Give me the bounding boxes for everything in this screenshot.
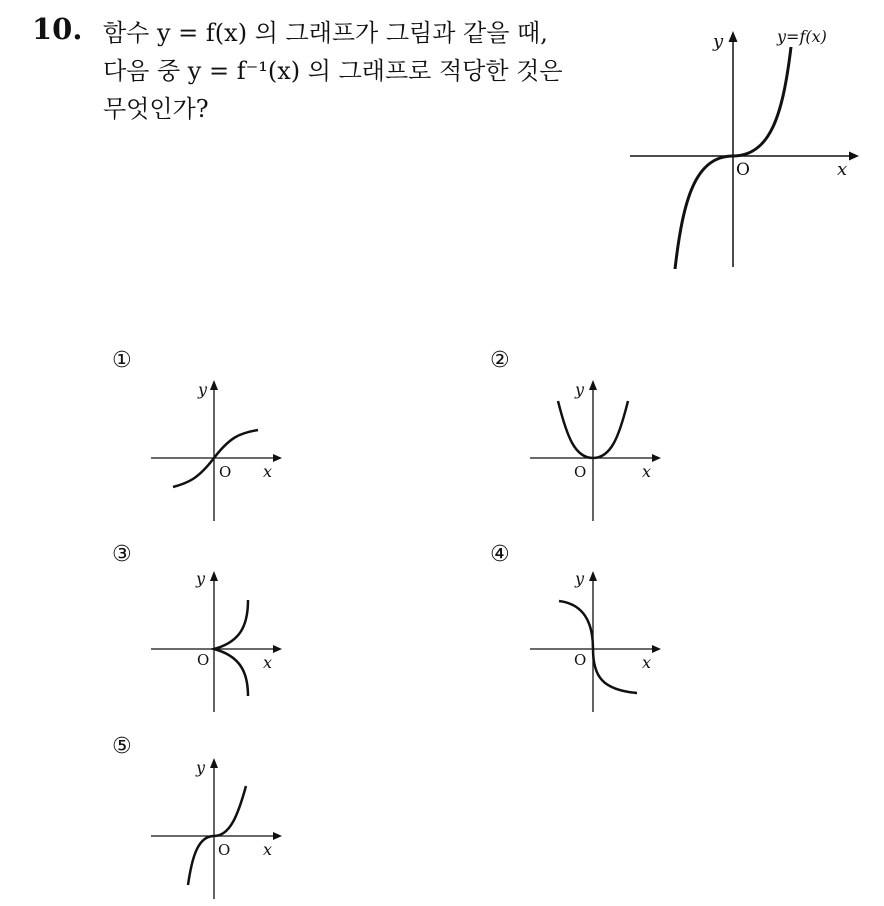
choice-4-origin-label: O (574, 651, 587, 669)
main-y-label: y (713, 31, 724, 52)
choice-1-graph[interactable] (148, 375, 288, 525)
choice-4-y-arrow (589, 571, 597, 581)
choice-3-origin-label: O (197, 651, 210, 669)
choice-4-x-arrow (652, 645, 661, 653)
choice-1-origin-label: O (219, 463, 232, 481)
choice-4-graph[interactable] (527, 566, 667, 716)
main-x-label: x (837, 159, 848, 180)
choice-2-y-label: y (575, 380, 585, 399)
choice-4-curve (559, 601, 637, 693)
choice-5-number[interactable]: ⑤ (112, 734, 132, 759)
choice-5-x-label: x (263, 840, 273, 859)
choice-3-x-label: x (263, 653, 273, 672)
choice-5-x-arrow (273, 832, 282, 840)
choice-2-x-label: x (642, 462, 652, 481)
choice-1-x-label: x (263, 462, 273, 481)
choice-1-y-label: y (198, 380, 208, 399)
choice-1-x-arrow (273, 454, 282, 462)
choice-3-graph[interactable] (148, 566, 288, 716)
question-number: 10. (32, 12, 83, 46)
choice-4-y-label: y (575, 569, 585, 588)
question-text (103, 14, 563, 128)
main-graph (625, 25, 865, 275)
choice-3-x-arrow (273, 645, 282, 653)
choice-3-number[interactable]: ③ (112, 542, 132, 567)
main-x-arrow (849, 152, 859, 161)
choice-2-origin-label: O (574, 463, 587, 481)
question-line-1: 함수 y = f(x) 의 그래프가 그림과 같을 때, (103, 19, 548, 47)
choice-5-y-arrow (210, 758, 218, 768)
choice-3-curve (214, 600, 248, 696)
choice-3-y-label: y (196, 569, 206, 588)
choice-4-x-label: x (642, 653, 652, 672)
main-origin-label: O (736, 160, 750, 180)
question-line-3: 무엇인가? (103, 95, 209, 123)
choice-2-number[interactable]: ② (490, 348, 510, 373)
choice-1-number[interactable]: ① (112, 348, 132, 373)
choice-4-number[interactable]: ④ (490, 542, 510, 567)
choice-1-y-arrow (210, 380, 218, 390)
main-curve-label: y=f(x) (777, 27, 827, 46)
choice-5-y-label: y (196, 758, 206, 777)
main-y-arrow (729, 31, 738, 42)
choice-3-y-arrow (210, 571, 218, 581)
choice-2-graph[interactable] (527, 375, 667, 525)
choice-2-x-arrow (652, 454, 661, 462)
choice-5-graph[interactable] (148, 753, 288, 903)
question-line-2: 다음 중 y = f⁻¹(x) 의 그래프로 적당한 것은 (103, 57, 563, 85)
choice-2-y-arrow (589, 380, 597, 390)
choice-5-origin-label: O (218, 841, 231, 859)
